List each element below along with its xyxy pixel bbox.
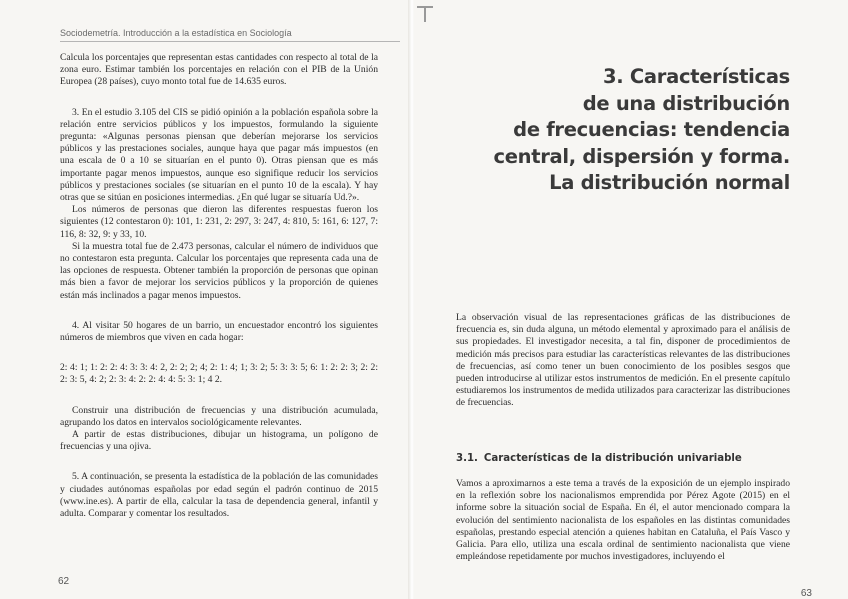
paragraph: Construir una distribución de frecuencias y una distribución acumulada, agrupando los datos en intervalos sociológicamente relevantes. (60, 404, 378, 428)
section-title: Características de la distribución univariable (483, 453, 742, 464)
chapter-title-line: de frecuencias: tendencia (513, 118, 790, 141)
left-page (0, 0, 410, 599)
chapter-intro: La observación visual de las representaciones gráficas de las distribuciones de frecuencia es, sin duda alguna, un método elemental y aproximado para el análisis de sus propiedades. El investigador necesita, a tal fin, disponer de procedimientos de medición más precisos para estudiar las características relevantes de las distribuciones de frecuencias, así como tener un buen conocimiento de los posibles sesgos que pueden introducirse al utilizar estos instrumentos de medición. En el presente capítulo estudiaremos los instrumentos de medida utilizados para caracterizar las distribuciones de frecuencias. (456, 312, 790, 409)
section-heading (456, 453, 742, 464)
chapter-title (414, 64, 790, 197)
chapter-title-line: de una distribución (582, 91, 790, 115)
crop-mark-icon (417, 6, 433, 22)
chapter-title-line: 3. Características (603, 65, 790, 88)
page-number: 62 (58, 576, 70, 587)
page-number: 63 (800, 588, 812, 599)
paragraph: Calcula los porcentajes que representan estas cantidades con respecto al total de la zona euro. Estimar también los porcentajes en relación con el PIB de la Unión Europea (28 países), cuyo monto total fue de 14.635 euros. (60, 52, 378, 88)
paragraph: A partir de estas distribuciones, dibujar un histograma, un polígono de frecuencias y una ojiva. (60, 429, 378, 453)
paragraph: Los números de personas que dieron las diferentes respuestas fueron los siguientes (12 contestaron 0): 101, 1: 231, 2: 297, 3: 247, 4: 810, 5: 161, 6: 127, 7: 116, 8: 32, 9: y 33, 10. (60, 204, 378, 240)
left-page-text (60, 52, 378, 520)
exercise-4: 4. Al visitar 50 hogares de un barrio, un encuestador encontró los siguientes números de miembros que viven en cada hogar: (60, 319, 378, 344)
chapter-title-line: La distribución normal (549, 171, 790, 194)
chapter-title-line: central, dispersión y forma. (493, 144, 790, 168)
exercise-5: 5. A continuación, se presenta la estadística de la población de las comunidades y ciudades autónomas españolas por edad según el padrón continuo de 2015 (www.ine.es). A partir de ella, calcular la tasa de dependencia general, infantil y adulta. Comparar y comentar los resultados. (60, 471, 378, 520)
data-list: 2: 4: 1; 1: 2: 2: 4: 3: 3: 4: 2, 2: 2; 2; 4; 2: 1: 4; 1; 3: 2; 5: 3: 3: 5; 6: 1: 2: 2: 3; 2: 2: 2: 3: 5, 4: 2; 2: 3: 4: 2: 2: 4: 4: 5: 3: 1; 4 2. (60, 362, 378, 386)
exercise-3: 3. En el estudio 3.105 del CIS se pidió opinión a la población española sobre la relación entre servicios públicos y los impuestos, formulando la siguiente pregunta: «Algunas personas piensan que deberían mejorarse los servicios públicos y las prestaciones sociales, aunque haya que pagar más impuestos (en una escala de 0 a 10 se situarían en el punto 0). Otras piensan que es más importante pagar menos impuestos, aunque eso signifique reducir los servicios públicos y prestaciones sociales (se situarían en el punto 10 de la escala). Y hay otras que se sitúan en posiciones intermedias. ¿En qué lugar se situaría Ud.?». (60, 106, 378, 204)
running-header: Sociodemetría. Introducción a la estadística en Sociología (60, 28, 400, 42)
right-page (414, 0, 848, 599)
section-body: Vamos a aproximarnos a este tema a través de la exposición de un ejemplo inspirado en la reflexión sobre los nacionalismos emprendida por Pérez Agote (2015) en el informe sobre la situación social de España. En él, el autor mencionado compara la evolución del sentimiento nacionalista de los españoles en las distintas comunidades españolas, prestando especial atención a quienes habitan en Cataluña, el País Vasco y Galicia. Para ello, utiliza una escala ordinal de sentimiento nacionalista que viene empleándose repetidamente por muchos investigadores, incluyendo el (456, 478, 790, 563)
paragraph: Si la muestra total fue de 2.473 personas, calcular el número de individuos que no contestaron esta pregunta. Calcular los porcentajes que representa cada una de las opciones de respuesta. Obtener también la proporción de personas que opinan más bien a favor de mejorar los servicios públicos y la proporción de quienes están más inclinados a pagar menos impuestos. (60, 240, 378, 301)
section-number: 3.1. (456, 453, 478, 464)
